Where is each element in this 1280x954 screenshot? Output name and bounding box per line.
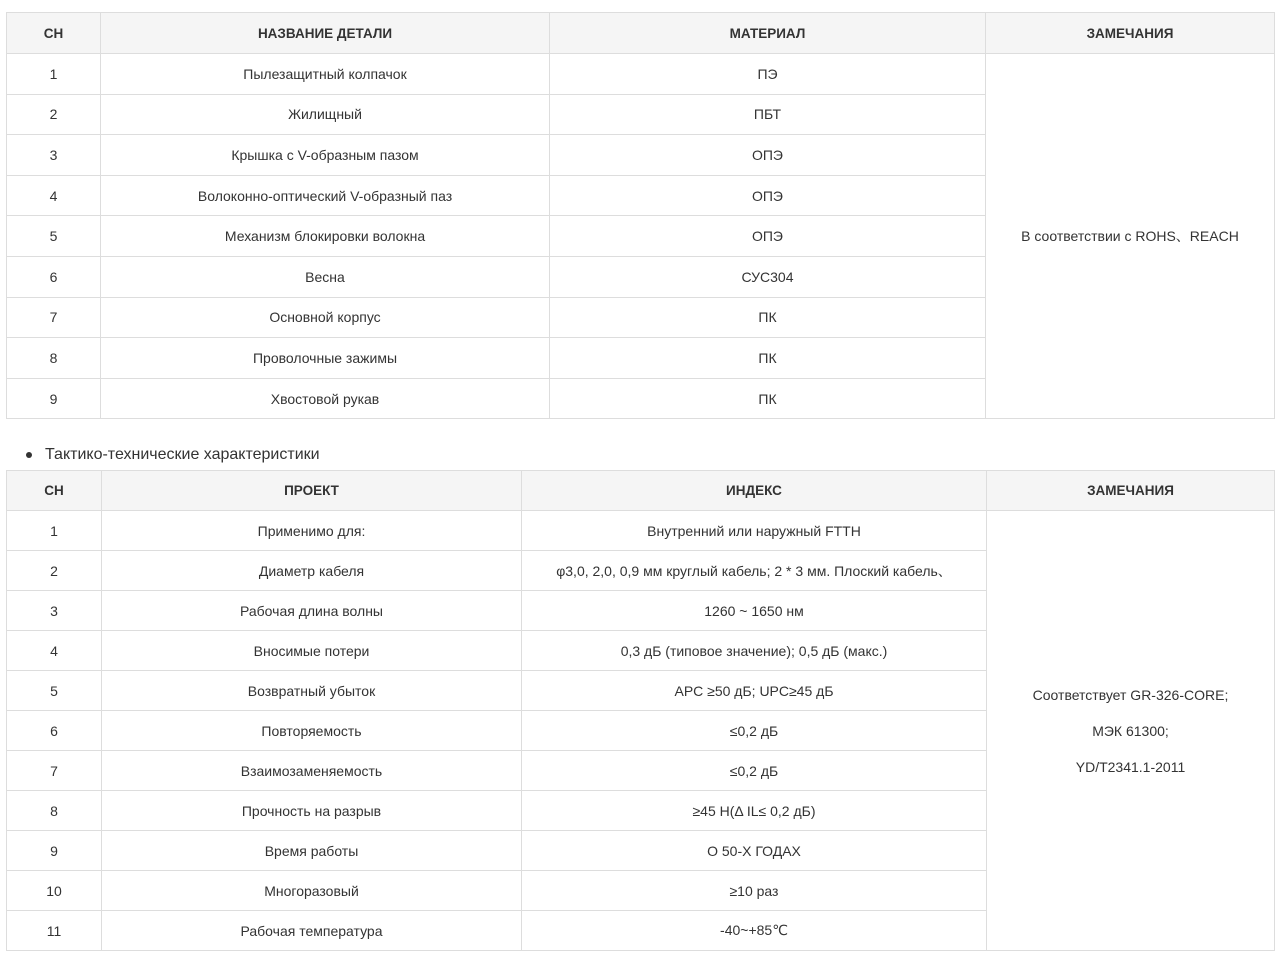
- spec-project: Время работы: [102, 831, 522, 871]
- spec-index: ≥10 раз: [522, 871, 987, 911]
- specs-remark-line: YD/T2341.1-2011: [1075, 758, 1186, 775]
- spec-index: 1260 ~ 1650 нм: [522, 591, 987, 631]
- spec-index: 0,3 дБ (типовое значение); 0,5 дБ (макс.): [522, 631, 987, 671]
- part-num: 5: [7, 216, 101, 257]
- part-material: ОПЭ: [550, 175, 986, 216]
- spec-index: ≥45 Н(Δ IL≤ 0,2 дБ): [522, 791, 987, 831]
- spec-project: Рабочая длина волны: [102, 591, 522, 631]
- part-name: Крышка с V-образным пазом: [101, 135, 550, 176]
- part-name: Хвостовой рукав: [101, 378, 550, 419]
- parts-header-remarks: ЗАМЕЧАНИЯ: [986, 13, 1275, 54]
- spec-num: 7: [7, 751, 102, 791]
- parts-remarks: В соответствии с ROHS、REACH: [986, 54, 1275, 419]
- spec-index: φ3,0, 2,0, 0,9 мм круглый кабель; 2 * 3 мм. Плоский кабель、: [522, 551, 987, 591]
- part-name: Пылезащитный колпачок: [101, 54, 550, 95]
- part-num: 3: [7, 135, 101, 176]
- part-num: 6: [7, 256, 101, 297]
- parts-header-row: [7, 13, 1275, 54]
- specs-heading: [26, 443, 320, 467]
- part-num: 7: [7, 297, 101, 338]
- part-name: Основной корпус: [101, 297, 550, 338]
- spec-index: Внутренний или наружный FTTH: [522, 511, 987, 551]
- specs-table: [6, 470, 1275, 951]
- spec-index: ≤0,2 дБ: [522, 751, 987, 791]
- part-name: Волоконно-оптический V-образный паз: [101, 175, 550, 216]
- part-material: СУС304: [550, 256, 986, 297]
- spec-index: -40~+85℃: [522, 911, 987, 951]
- specs-header-row: [7, 471, 1275, 511]
- part-name: Механизм блокировки волокна: [101, 216, 550, 257]
- spec-num: 5: [7, 671, 102, 711]
- specs-header-project: ПРОЕКТ: [102, 471, 522, 511]
- parts-header-num: СН: [7, 13, 101, 54]
- part-material: ПК: [550, 378, 986, 419]
- spec-num: 9: [7, 831, 102, 871]
- table-row: [7, 54, 1275, 95]
- spec-index: О 50-Х ГОДАХ: [522, 831, 987, 871]
- part-name: Проволочные зажимы: [101, 338, 550, 379]
- spec-num: 1: [7, 511, 102, 551]
- part-num: 9: [7, 378, 101, 419]
- part-name: Жилищный: [101, 94, 550, 135]
- spec-num: 11: [7, 911, 102, 951]
- spec-num: 2: [7, 551, 102, 591]
- parts-table: [6, 12, 1275, 419]
- spec-num: 10: [7, 871, 102, 911]
- parts-header-material: МАТЕРИАЛ: [550, 13, 986, 54]
- spec-num: 8: [7, 791, 102, 831]
- spec-project: Вносимые потери: [102, 631, 522, 671]
- spec-project: Возвратный убыток: [102, 671, 522, 711]
- spec-project: Диаметр кабеля: [102, 551, 522, 591]
- specs-header-num: СН: [7, 471, 102, 511]
- specs-header-index: ИНДЕКС: [522, 471, 987, 511]
- specs-remark-line: МЭК 61300;: [1092, 722, 1169, 739]
- part-material: ОПЭ: [550, 216, 986, 257]
- spec-num: 6: [7, 711, 102, 751]
- spec-index: ≤0,2 дБ: [522, 711, 987, 751]
- part-num: 8: [7, 338, 101, 379]
- specs-heading-text: Тактико-технические характеристики: [45, 446, 320, 463]
- specs-remarks: [987, 511, 1275, 951]
- spec-project: Повторяемость: [102, 711, 522, 751]
- part-material: ПК: [550, 297, 986, 338]
- specs-header-remarks: ЗАМЕЧАНИЯ: [987, 471, 1275, 511]
- spec-project: Прочность на разрыв: [102, 791, 522, 831]
- spec-project: Применимо для:: [102, 511, 522, 551]
- spec-index: APC ≥50 дБ; UPC≥45 дБ: [522, 671, 987, 711]
- bullet-icon: [26, 452, 32, 458]
- spec-project: Многоразовый: [102, 871, 522, 911]
- table-row: [7, 511, 1275, 551]
- part-num: 2: [7, 94, 101, 135]
- parts-header-name: НАЗВАНИЕ ДЕТАЛИ: [101, 13, 550, 54]
- part-material: ОПЭ: [550, 135, 986, 176]
- part-material: ПК: [550, 338, 986, 379]
- spec-num: 4: [7, 631, 102, 671]
- specs-remark-line: Соответствует GR-326-CORE;: [1032, 686, 1229, 703]
- part-num: 4: [7, 175, 101, 216]
- spec-num: 3: [7, 591, 102, 631]
- part-material: ПЭ: [550, 54, 986, 95]
- part-num: 1: [7, 54, 101, 95]
- spec-project: Взаимозаменяемость: [102, 751, 522, 791]
- part-material: ПБТ: [550, 94, 986, 135]
- spec-project: Рабочая температура: [102, 911, 522, 951]
- part-name: Весна: [101, 256, 550, 297]
